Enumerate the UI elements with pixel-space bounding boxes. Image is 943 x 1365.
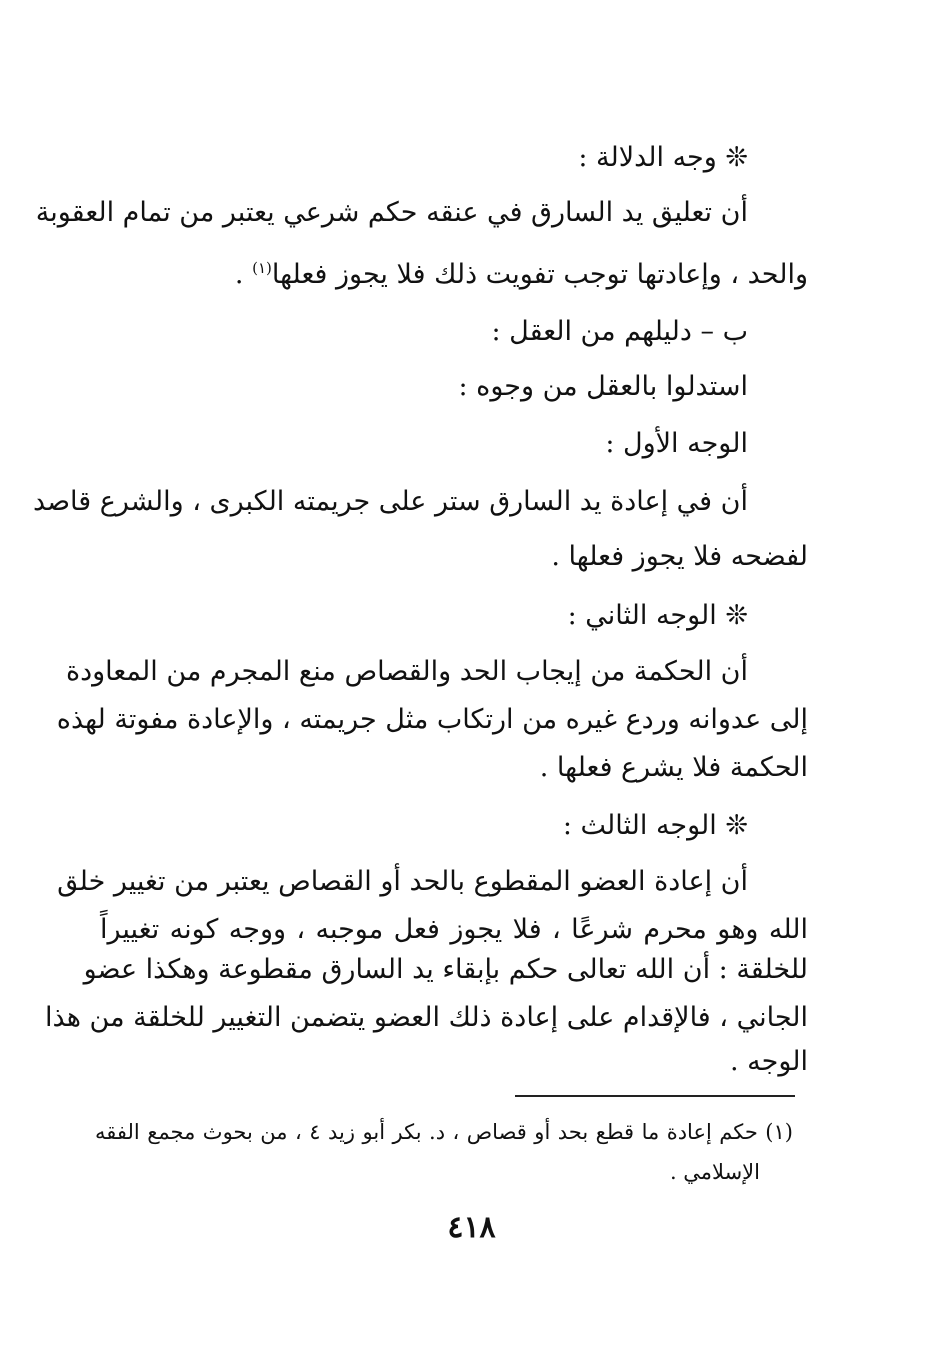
section-heading-second: ❊ الوجه الثاني : — [567, 600, 748, 631]
paragraph-line: أن الحكمة من إيجاب الحد والقصاص منع المجرم من المعاودة — [65, 656, 748, 687]
paragraph-line: الله وهو محرم شرعًا ، فلا يجوز فعل موجبه ، ووجه كونه تغييراً — [100, 914, 808, 945]
paragraph-line — [235, 248, 808, 288]
section-heading-third: ❊ الوجه الثالث : — [562, 810, 748, 841]
paragraph-line: الوجه . — [729, 1046, 808, 1077]
paragraph-line: للخلقة : أن الله تعالى حكم بإبقاء يد السارق مقطوعة وهكذا عضو — [83, 954, 808, 985]
paragraph-line: أن إعادة العضو المقطوع بالحد أو القصاص يعتبر من تغيير خلق — [57, 866, 748, 897]
footnote-line: الإسلامي . — [669, 1160, 760, 1184]
section-heading-first: الوجه الأول : — [605, 428, 748, 459]
paragraph-line: استدلوا بالعقل من وجوه : — [458, 371, 748, 402]
paragraph-line: الجاني ، فالإقدام على إعادة ذلك العضو يتضمن التغيير للخلقة من هذا — [45, 1002, 808, 1033]
page-number: ٤١٨ — [447, 1210, 496, 1245]
footnote-line: (١) حكم إعادة ما قطع بحد أو قصاص ، د. بكر أبو زيد ٤ ، من بحوث مجمع الفقه — [95, 1120, 793, 1144]
paragraph-text: والحد ، وإعادتها توجب تفويت ذلك فلا يجوز فعلها — [271, 259, 808, 290]
paragraph-line: أن في إعادة يد السارق ستر على جريمته الكبرى ، والشرع قاصد — [32, 486, 748, 517]
paragraph-line: الحكمة فلا يشرع فعلها . — [539, 752, 808, 783]
paragraph-line: إلى عدوانه وردع غيره من ارتكاب مثل جريمته ، والإعادة مفوتة لهذه — [56, 704, 808, 735]
paragraph-line: لفضحه فلا يجوز فعلها . — [551, 541, 808, 572]
paragraph-line: أن تعليق يد السارق في عنقه حكم شرعي يعتبر من تمام العقوبة — [35, 197, 748, 228]
footnote-divider — [515, 1095, 795, 1097]
paragraph-period: . — [234, 259, 253, 290]
footnote-marker: (١) — [252, 259, 272, 277]
section-heading-reason: ب – دليلهم من العقل : — [491, 316, 748, 347]
section-heading-evidence: ❊ وجه الدلالة : — [578, 142, 748, 173]
